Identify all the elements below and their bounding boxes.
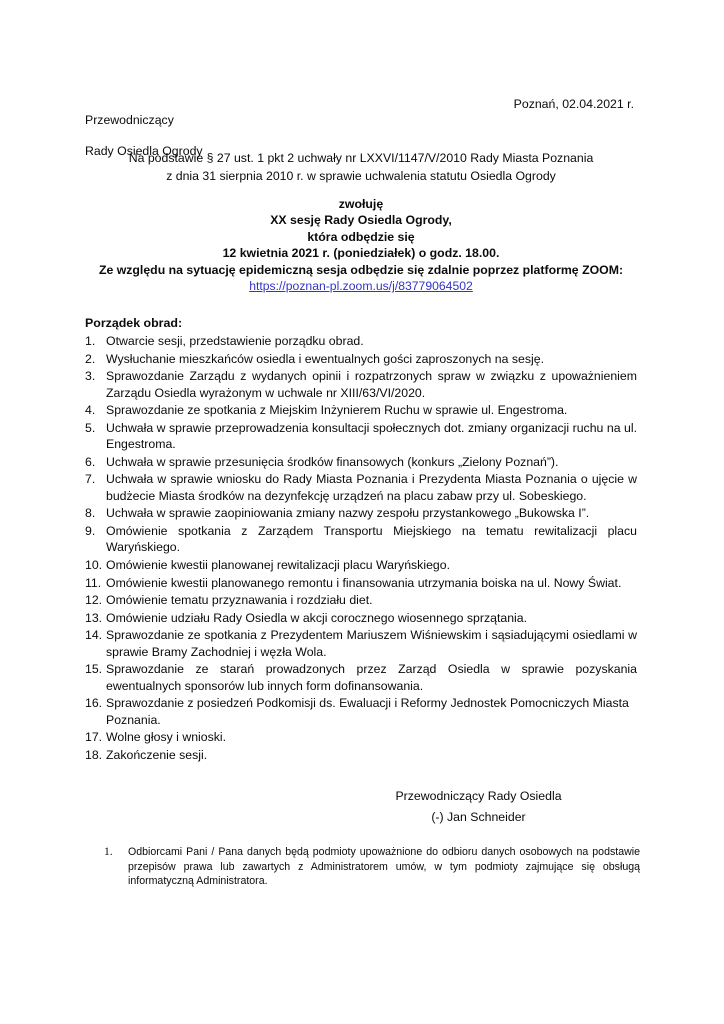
agenda-item-text: Omówienie spotkania z Zarządem Transportu Miejskiego na tematu rewitalizacji placu Waryńskiego. [106, 523, 637, 555]
agenda-item-text: Omówienie kwestii planowanego remontu i finansowania utrzymania boiska na ul. Nowy Świat. [106, 575, 622, 590]
agenda-item [85, 471, 637, 504]
agenda-item [85, 729, 637, 745]
agenda-item-text: Uchwała w sprawie zaopiniowania zmiany nazwy zespołu przystankowego „Bukowska I”. [106, 506, 590, 521]
agenda-item-number: 7. [85, 472, 96, 487]
agenda-item-number: 8. [85, 506, 96, 521]
agenda-item [85, 402, 637, 418]
agenda-item [85, 627, 637, 660]
agenda-item-number: 15. [85, 662, 103, 677]
agenda-item-number: 4. [85, 403, 96, 418]
agenda-item-text: Uchwała w sprawie przeprowadzenia konsultacji społecznych dot. zmiany organizacji ruchu na ul. Engestroma. [106, 420, 637, 452]
signature-block [320, 786, 637, 827]
agenda-item-text: Sprawozdanie Zarządu z wydanych opinii i rozpatrzonych spraw w związku z upoważnieniem Zarządu Osiedla wyrażonym w uchwale nr XIII/63/VI/2020. [106, 369, 637, 400]
agenda-item-text: Uchwała w sprawie wniosku do Rady Miasta Poznania i Prezydenta Miasta Poznania o ujęcie w budżecie Miasta środków na dezynfekcję urządzeń na placu zabaw przy ul. Sobeskiego. [106, 472, 637, 503]
legal-basis-line-1: Na podstawie § 27 ust. 1 pkt 2 uchwały nr LXXVI/1147/V/2010 Rady Miasta Poznania [128, 151, 594, 165]
agenda-item [85, 351, 637, 367]
zoom-link-line [85, 278, 637, 294]
agenda-list [85, 333, 637, 765]
footnote-block [95, 845, 640, 889]
signatory-role: Przewodniczący Rady Osiedla [395, 789, 562, 803]
agenda-item [85, 695, 637, 728]
agenda-item [85, 420, 637, 453]
agenda-item-text: Sprawozdanie ze starań prowadzonych przez Zarząd Osiedla w sprawie pozyskania ewentualnych sponsorów lub innych form dofinansowania. [106, 662, 637, 693]
agenda-item-text: Omówienie udziału Rady Osiedla w akcji corocznego wiosennego sprzątania. [106, 610, 528, 625]
agenda-title: Porządek obrad: [85, 316, 183, 330]
zoom-meeting-link[interactable]: https://poznan-pl.zoom.us/j/83779064502 [249, 279, 473, 294]
convocation-line-3: która odbędzie się [307, 229, 415, 244]
convocation-line-2: XX sesję Rady Osiedla Ogrody, [270, 213, 452, 228]
agenda-item-text: Otwarcie sesji, przedstawienie porządku obrad. [106, 334, 364, 348]
agenda-item-number: 14. [85, 628, 103, 643]
agenda-item [85, 592, 637, 608]
agenda-item [85, 454, 637, 470]
agenda-item [85, 610, 637, 626]
agenda-item-number: 6. [85, 454, 96, 469]
agenda-item [85, 747, 637, 763]
convocation-line-1: zwołuję [338, 197, 384, 211]
agenda-item-text: Zakończenie sesji. [106, 747, 208, 762]
sender-line-2: Rady Osiedla Ogrody [85, 143, 203, 158]
agenda-item-number: 1. [85, 334, 96, 348]
agenda-item-text: Wysłuchanie mieszkańców osiedla i ewentualnych gości zaproszonych na sesję. [106, 351, 545, 366]
agenda-item [85, 333, 637, 349]
agenda-item-number: 16. [85, 696, 103, 711]
agenda-item-text: Sprawozdanie ze spotkania z Prezydentem Mariuszem Wiśniewskim i sąsiadującymi osiedlami w sprawie Bramy Zachodniej i węzła Wola. [106, 628, 637, 659]
place-date: Poznań, 02.04.2021 r. [513, 97, 634, 111]
agenda-item-number: 12. [85, 593, 103, 608]
agenda-item-number: 17. [85, 730, 103, 745]
agenda-item [85, 661, 637, 694]
convocation-block [85, 196, 637, 294]
footnote-number: 1. [104, 845, 113, 858]
agenda-item [85, 505, 637, 521]
agenda-item [85, 575, 637, 591]
agenda-item-text: Sprawozdanie ze spotkania z Miejskim Inżynierem Ruchu w sprawie ul. Engestroma. [106, 403, 568, 418]
agenda-item [85, 368, 637, 401]
convocation-line-4: 12 kwietnia 2021 r. (poniedziałek) o godz. 18.00. [222, 246, 500, 261]
agenda-item [85, 523, 637, 556]
legal-basis [85, 150, 637, 185]
agenda-item-text: Sprawozdanie z posiedzeń Podkomisji ds. Ewaluacji i Reformy Jednostek Pomocniczych Miasta Poznania. [106, 696, 629, 727]
agenda-item-text: Omówienie kwestii planowanej rewitalizacji placu Waryńskiego. [106, 557, 451, 572]
signatory-name: (-) Jan Schneider [431, 810, 526, 824]
agenda-item-number: 18. [85, 747, 103, 762]
agenda-item-text: Wolne głosy i wnioski. [106, 730, 227, 745]
agenda-item-number: 3. [85, 369, 96, 384]
agenda-item-text: Uchwała w sprawie przesunięcia środków finansowych (konkurs „Zielony Poznań”). [106, 454, 559, 469]
agenda-item-number: 9. [85, 523, 96, 538]
agenda-item [85, 557, 637, 573]
agenda-item-text: Omówienie tematu przyznawania i rozdziału diet. [106, 593, 373, 608]
agenda-item-number: 10. [85, 557, 103, 572]
convocation-line-5: Ze względu na sytuację epidemiczną sesja odbędzie się zdalnie poprzez platformę ZOOM: [98, 262, 624, 277]
legal-basis-line-2: z dnia 31 sierpnia 2010 r. w sprawie uchwalenia statutu Osiedla Ogrody [166, 168, 556, 183]
sender-line-1: Przewodniczący [85, 112, 174, 127]
agenda-item-number: 13. [85, 610, 103, 625]
agenda-item-number: 2. [85, 351, 96, 366]
footnote-text: Odbiorcami Pani / Pana danych będą podmioty upoważnione do odbioru danych osobowych na podstawie przepisów prawa lub zawartych z Administratorem umów, w tym podmioty zajmujące się obsługą informatyczną Administratora. [128, 846, 640, 888]
agenda-item-number: 11. [85, 575, 102, 590]
agenda-item-number: 5. [85, 420, 96, 435]
